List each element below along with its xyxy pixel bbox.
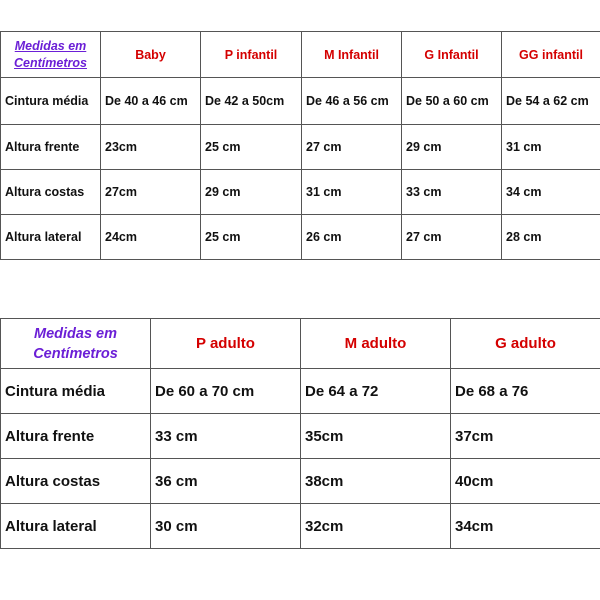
table-cell: De 54 a 62 cm xyxy=(502,78,600,125)
table-cell: 33 cm xyxy=(402,170,502,215)
adult-size-table xyxy=(0,318,600,549)
header-g-adulto: G adulto xyxy=(451,319,600,369)
kids-header-row xyxy=(1,32,600,78)
header-baby: Baby xyxy=(101,32,201,78)
table-cell: 32cm xyxy=(301,504,451,549)
table-cell: De 46 a 56 cm xyxy=(302,78,402,125)
table-cell: 36 cm xyxy=(151,459,301,504)
row-label-altura-frente: Altura frente xyxy=(1,414,151,459)
table-row xyxy=(1,414,600,459)
table-row xyxy=(1,369,600,414)
row-label-cintura-media: Cintura média xyxy=(1,369,151,414)
table-cell: 40cm xyxy=(451,459,600,504)
table-row xyxy=(1,459,600,504)
table-cell: De 50 a 60 cm xyxy=(402,78,502,125)
kids-table-corner-label xyxy=(1,32,101,78)
table-cell: 27 cm xyxy=(402,215,502,260)
table-cell: 29 cm xyxy=(402,125,502,170)
corner-line-1: Medidas em xyxy=(14,38,87,53)
header-m-adulto: M adulto xyxy=(301,319,451,369)
row-label-altura-frente: Altura frente xyxy=(1,125,101,170)
table-cell: 34 cm xyxy=(502,170,600,215)
table-cell: 25 cm xyxy=(201,215,302,260)
table-cell: De 60 a 70 cm xyxy=(151,369,301,414)
table-cell: 31 cm xyxy=(502,125,600,170)
corner-line-2: Centímetros xyxy=(14,55,87,70)
header-g-infantil: G Infantil xyxy=(402,32,502,78)
adult-table-corner-label xyxy=(1,319,151,369)
table-cell: 24cm xyxy=(101,215,201,260)
table-cell: 34cm xyxy=(451,504,600,549)
table-cell: 29 cm xyxy=(201,170,302,215)
row-label-altura-costas: Altura costas xyxy=(1,170,101,215)
adult-header-row xyxy=(1,319,600,369)
row-label-altura-lateral: Altura lateral xyxy=(1,504,151,549)
table-row xyxy=(1,125,600,170)
table-row xyxy=(1,504,600,549)
header-gg-infantil: GG infantil xyxy=(502,32,600,78)
header-p-infantil: P infantil xyxy=(201,32,302,78)
corner-line-1: Medidas em xyxy=(34,325,117,342)
table-cell: 23cm xyxy=(101,125,201,170)
kids-size-table xyxy=(0,31,600,260)
table-cell: 31 cm xyxy=(302,170,402,215)
table-row xyxy=(1,215,600,260)
table-cell: 25 cm xyxy=(201,125,302,170)
table-cell: 35cm xyxy=(301,414,451,459)
table-cell: 26 cm xyxy=(302,215,402,260)
row-label-cintura-media: Cintura média xyxy=(1,78,101,125)
table-row xyxy=(1,170,600,215)
header-p-adulto: P adulto xyxy=(151,319,301,369)
table-cell: 28 cm xyxy=(502,215,600,260)
table-cell: 30 cm xyxy=(151,504,301,549)
corner-line-2: Centímetros xyxy=(33,345,118,362)
table-cell: De 40 a 46 cm xyxy=(101,78,201,125)
row-label-altura-costas: Altura costas xyxy=(1,459,151,504)
header-m-infantil: M Infantil xyxy=(302,32,402,78)
table-cell: 27 cm xyxy=(302,125,402,170)
table-cell: 37cm xyxy=(451,414,600,459)
row-label-altura-lateral: Altura lateral xyxy=(1,215,101,260)
table-cell: De 42 a 50cm xyxy=(201,78,302,125)
table-cell: 33 cm xyxy=(151,414,301,459)
table-cell: 38cm xyxy=(301,459,451,504)
table-cell: 27cm xyxy=(101,170,201,215)
table-row xyxy=(1,78,600,125)
table-cell: De 68 a 76 xyxy=(451,369,600,414)
table-cell: De 64 a 72 xyxy=(301,369,451,414)
